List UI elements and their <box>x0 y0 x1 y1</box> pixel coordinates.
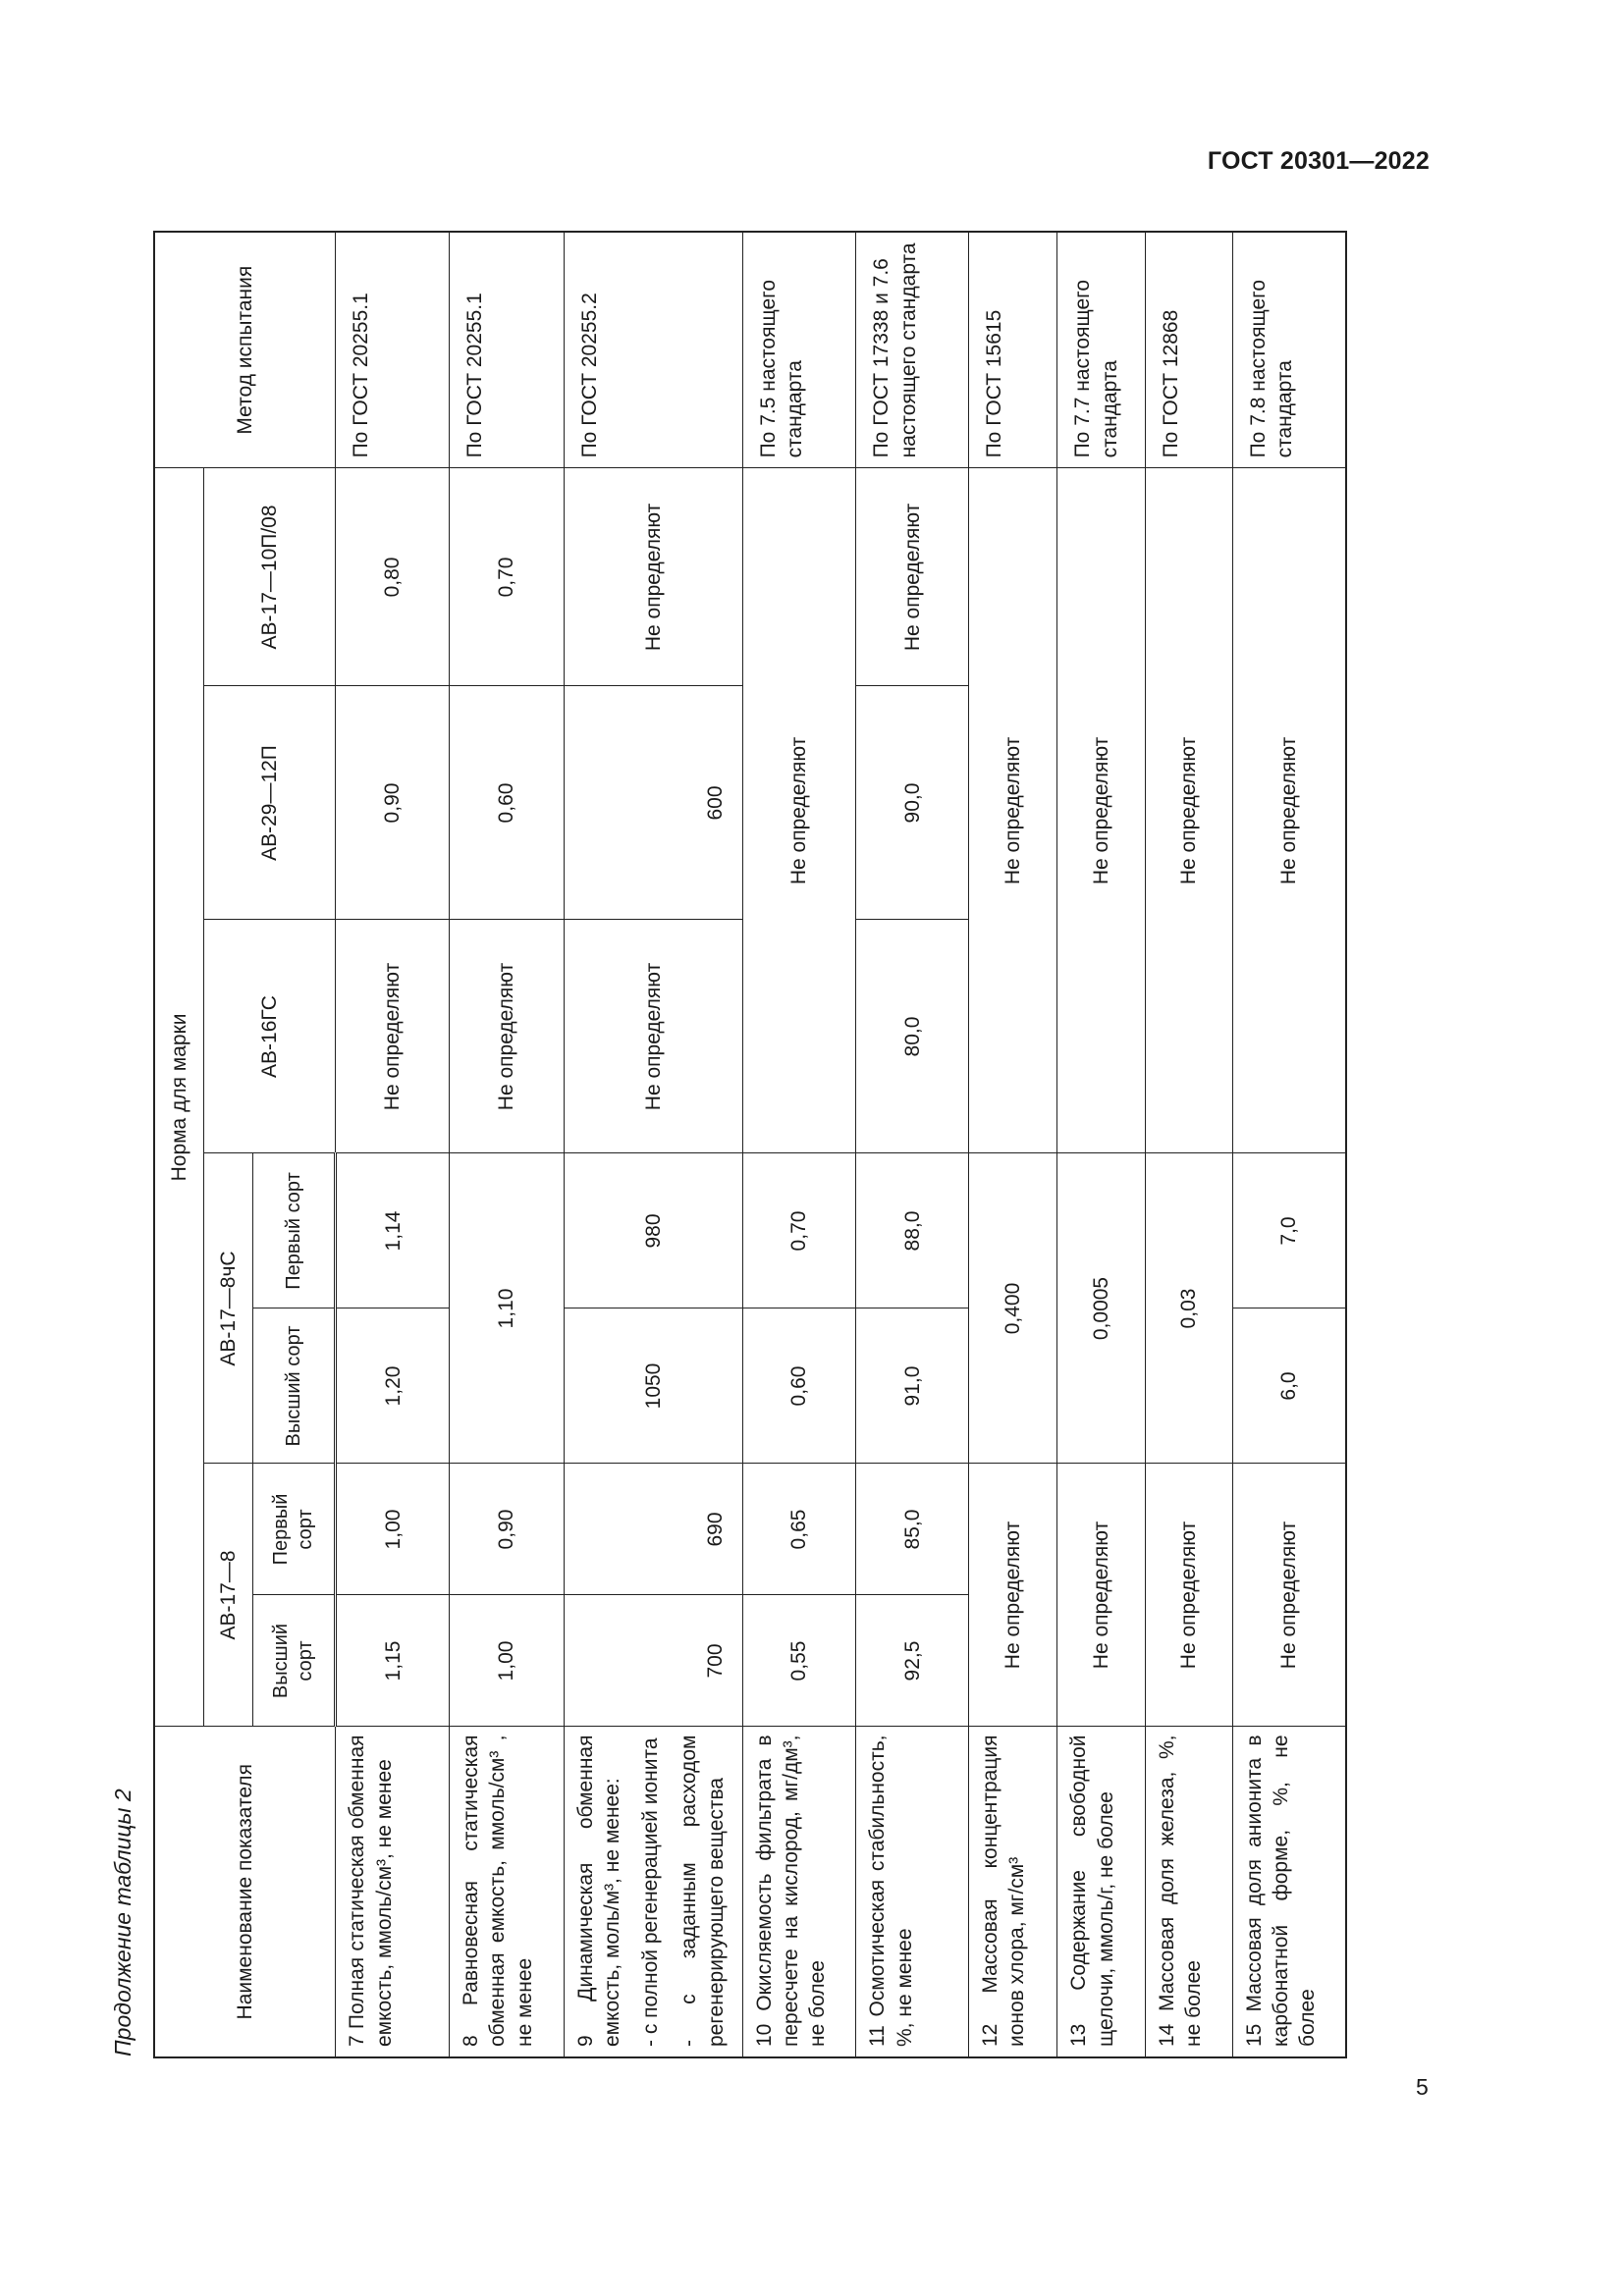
row-8-value: 0,60 <box>449 686 564 920</box>
row-9-value: Не определяют <box>564 920 742 1153</box>
row-9-method: По ГОСТ 20255.2 <box>564 232 742 468</box>
continuation-caption: Продолжение таблицы 2 <box>110 1789 135 2056</box>
row-11-value: 91,0 <box>856 1308 969 1464</box>
header-grade-high: Высший сорт <box>253 1595 336 1727</box>
row-9-value: 980 <box>564 1153 742 1308</box>
row-8-name: 8 Равновесная статическая обменная емкость, ммоль/см³ , не менее <box>449 1727 564 2057</box>
row-7-value: Не определяют <box>336 920 450 1153</box>
rotated-table-container <box>153 233 1347 2058</box>
row-7-value: 1,20 <box>336 1308 450 1464</box>
row-7-method: По ГОСТ 20255.1 <box>336 232 450 468</box>
row-7-value: 1,00 <box>336 1464 450 1595</box>
header-grade-first: Первый сорт <box>253 1464 336 1595</box>
header-brand-ab17-8: АВ-17—8 <box>203 1464 252 1727</box>
row-10-method: По 7.5 настоящего стандарта <box>742 232 856 468</box>
header-norm: Норма для марки <box>154 468 203 1727</box>
header-brand-ab29-12p: АВ-29—12П <box>203 686 335 920</box>
row-15-value: 7,0 <box>1232 1153 1346 1308</box>
row-10-value: Не определяют <box>742 468 856 1153</box>
row-11-method: По ГОСТ 17338 и 7.6 настоящего стандарта <box>856 232 969 468</box>
row-13-method: По 7.7 настоящего стандарта <box>1057 232 1145 468</box>
row-11-value: 88,0 <box>856 1153 969 1308</box>
row-9-value: 1050 <box>564 1308 742 1464</box>
row-15-name: 15 Массовая доля анионита в карбонатной форме, %, не более <box>1232 1727 1346 2057</box>
row-8-value: 0,90 <box>449 1464 564 1595</box>
row-10-value: 0,70 <box>742 1153 856 1308</box>
header-grade-high: Высший сорт <box>253 1308 336 1464</box>
row-9-value: 700 <box>564 1595 742 1727</box>
row-14-name: 14 Массовая доля железа, %, не более <box>1145 1727 1232 2057</box>
row-8-method: По ГОСТ 20255.1 <box>449 232 564 468</box>
row-7-value: 0,90 <box>336 686 450 920</box>
row-12-method: По ГОСТ 15615 <box>968 232 1056 468</box>
spec-table <box>153 231 1347 2058</box>
row-14-value: 0,03 <box>1145 1153 1232 1464</box>
row-8-value: 0,70 <box>449 468 564 686</box>
row-15-value: Не определяют <box>1232 1464 1346 1727</box>
row-10-value: 0,60 <box>742 1308 856 1464</box>
row-7-value: 1,15 <box>336 1595 450 1727</box>
header-method: Метод испытания <box>154 232 336 468</box>
row-11-name: 11 Осмотическая стабильность, %, не менее <box>856 1727 969 2057</box>
row-9-name <box>564 1727 742 2057</box>
row-9-sub-set-consumption: - с заданным расходом регенерирующего вещества <box>677 1735 728 2047</box>
row-8-value: 1,00 <box>449 1595 564 1727</box>
row-15-value: Не определяют <box>1232 468 1346 1153</box>
row-13-value: Не определяют <box>1057 1464 1145 1727</box>
row-11-value: 85,0 <box>856 1464 969 1595</box>
row-7-value: 1,14 <box>336 1153 450 1308</box>
header-brand-ab17-10p08: АВ-17—10П/08 <box>203 468 335 686</box>
header-grade-first: Первый сорт <box>253 1153 336 1308</box>
row-9-value: 600 <box>564 686 742 920</box>
row-12-name: 12 Массовая концентрация ионов хлора, мг/см³ <box>968 1727 1056 2057</box>
page-number: 5 <box>1416 2074 1429 2100</box>
row-9-value: Не определяют <box>564 468 742 686</box>
row-11-value: 90,0 <box>856 686 969 920</box>
row-7-name: 7 Полная статическая обменная емкость, ммоль/см³, не менее <box>336 1727 450 2057</box>
row-14-method: По ГОСТ 12868 <box>1145 232 1232 468</box>
row-10-name: 10 Окисляемость фильтрата в пересчете на кислород, мг/дм³, не более <box>742 1727 856 2057</box>
row-13-value: Не определяют <box>1057 468 1145 1153</box>
row-10-value: 0,65 <box>742 1464 856 1595</box>
row-15-method: По 7.8 настоящего стандарта <box>1232 232 1346 468</box>
document-code: ГОСТ 20301—2022 <box>1207 147 1430 175</box>
header-name: Наименование показателя <box>154 1727 336 2057</box>
row-12-value: Не определяют <box>968 468 1056 1153</box>
header-brand-ab16gs: АВ-16ГС <box>203 920 335 1153</box>
row-7-value: 0,80 <box>336 468 450 686</box>
row-11-value: 92,5 <box>856 1595 969 1727</box>
continuation-caption-wrap <box>110 1789 135 2057</box>
row-11-value: 80,0 <box>856 920 969 1153</box>
row-12-value: 0,400 <box>968 1153 1056 1464</box>
row-12-value: Не определяют <box>968 1464 1056 1727</box>
row-9-title: 9 Динамическая обменная емкость, моль/м³, не менее: <box>573 1735 623 2047</box>
row-9-sub-full-regeneration: - с полной регенерацией ионита <box>639 1737 663 2047</box>
row-8-value: Не определяют <box>449 920 564 1153</box>
row-8-value: 1,10 <box>449 1153 564 1464</box>
row-9-value: 690 <box>564 1464 742 1595</box>
row-14-value: Не определяют <box>1145 1464 1232 1727</box>
row-15-value: 6,0 <box>1232 1308 1346 1464</box>
header-brand-ab17-8chs: АВ-17—8чС <box>203 1153 252 1464</box>
row-11-value: Не определяют <box>856 468 969 686</box>
row-13-name: 13 Содержание свободной щелочи, ммоль/г, не более <box>1057 1727 1145 2057</box>
row-10-value: 0,55 <box>742 1595 856 1727</box>
row-14-value: Не определяют <box>1145 468 1232 1153</box>
row-13-value: 0,0005 <box>1057 1153 1145 1464</box>
